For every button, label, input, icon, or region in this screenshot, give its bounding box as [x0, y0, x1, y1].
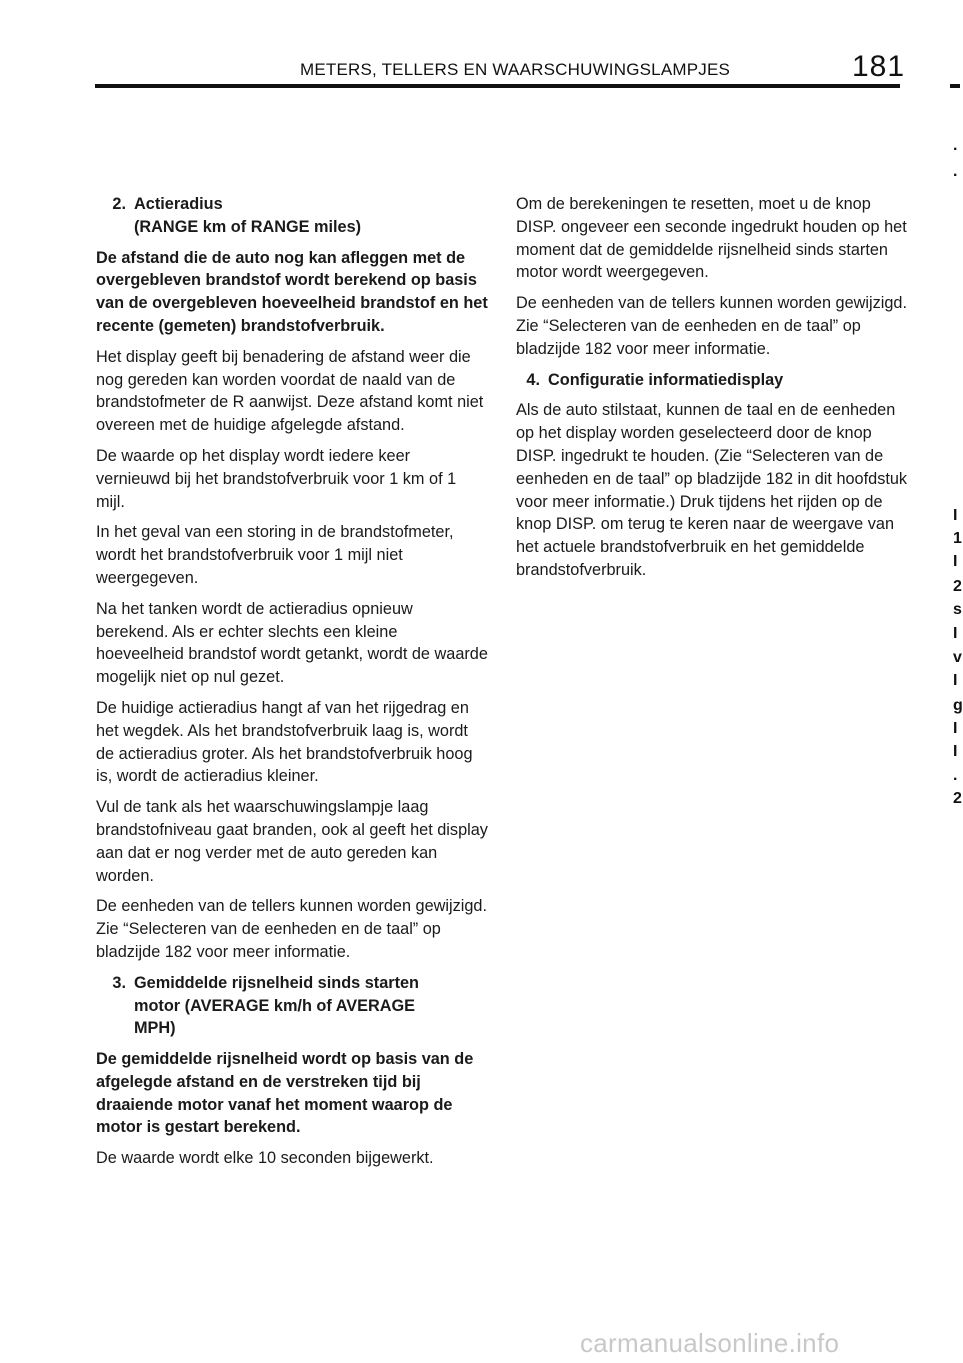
section-heading-4	[516, 369, 912, 392]
watermark: carmanualsonline.info	[580, 1328, 840, 1358]
left-column	[96, 193, 488, 1178]
paragraph: De waarde op het display wordt iedere keer vernieuwd bij het brandstofverbruik voor 1 km of 1 mijl.	[96, 446, 457, 511]
section-title-line: Configuratie informatiedisplay	[548, 370, 784, 389]
paragraph: De eenheden van de tellers kunnen worden gewijzigd. Zie “Selecteren van de eenheden en de taal” op bladzijde 182 voor meer informatie.	[516, 294, 908, 358]
paragraph: In het geval van een storing in de brandstofmeter, wordt het brandstofverbruik voor 1 mijl niet weergegeven.	[96, 523, 454, 587]
paragraph: De waarde wordt elke 10 seconden bijgewerkt.	[96, 1149, 434, 1168]
paragraph: De huidige actieradius hangt af van het rijgedrag en het wegdek. Als het brandstofverbruik laag is, wordt de actieradius groter. Als het brandstofverbruik hoog is, wordt de actieradius kleiner.	[96, 698, 473, 786]
paragraph-bold: De gemiddelde rijsnelheid wordt op basis van de afgelegde afstand en de verstreken tijd bij draaiende motor vanaf het moment waarop de motor is gestart berekend.	[96, 1050, 474, 1137]
adjacent-page-edge-fragments: . . I 1 I 2 s I v I g I I . 2	[953, 137, 963, 807]
header-rule	[95, 84, 900, 88]
section-number: 2.	[112, 195, 126, 213]
paragraph: Als de auto stilstaat, kunnen de taal en de eenheden op het display worden geselecteerd door de knop DISP. ingedrukt te houden. (Zie “Selecteren van de eenheden en de taal” op bladzijde 182 in dit hoofdstuk voor meer informatie.) Druk tijdens het rijden op de knop DISP. om terug te keren naar de weergave van het actuele brandstofverbruik en het gemiddelde brandstofverbruik.	[516, 401, 908, 579]
section-title-line: Actieradius	[134, 195, 223, 213]
page-number: 181	[852, 50, 906, 83]
section-heading-2	[96, 193, 488, 239]
section-title-line: motor (AVERAGE km/h of AVERAGE	[134, 996, 416, 1015]
section-title-line: (RANGE km of RANGE miles)	[134, 217, 362, 236]
right-column	[516, 193, 912, 590]
running-header-title: METERS, TELLERS EN WAARSCHUWINGSLAMPJES	[300, 60, 731, 79]
paragraph: De eenheden van de tellers kunnen worden gewijzigd. Zie “Selecteren van de eenheden en de taal” op bladzijde 182 voor meer informatie.	[96, 897, 488, 961]
section-number: 3.	[112, 973, 126, 992]
paragraph: Vul de tank als het waarschuwingslampje laag brandstofniveau gaat branden, ook al geeft het display aan dat er nog verder met de auto gereden kan worden.	[96, 798, 488, 885]
paragraph: Na het tanken wordt de actieradius opnieuw berekend. Als er echter slechts een kleine hoeveelheid brandstof wordt getankt, wordt de waarde mogelijk niet op nul gezet.	[96, 599, 488, 687]
paragraph: Om de berekeningen te resetten, moet u de knop DISP. ongeveer een seconde ingedrukt houden op het moment dat de gemiddelde rijsnelheid sinds starten motor wordt weergegeven.	[516, 195, 907, 282]
section-heading-3	[96, 972, 488, 1040]
section-title-line: Gemiddelde rijsnelheid sinds starten	[134, 973, 420, 992]
paragraph-bold: De afstand die de auto nog kan afleggen met de overgebleven brandstof wordt berekend op basis van de overgebleven hoeveelheid brandstof en het recente (gemeten) brandstofverbruik.	[96, 248, 488, 335]
section-number: 4.	[526, 370, 540, 389]
paragraph: Het display geeft bij benadering de afstand weer die nog gereden kan worden voordat de naald van de brandstofmeter de R aanwijst. Deze afstand komt niet overeen met de huidige afgelegde afstand.	[96, 347, 484, 435]
section-title-line: MPH)	[134, 1019, 176, 1038]
